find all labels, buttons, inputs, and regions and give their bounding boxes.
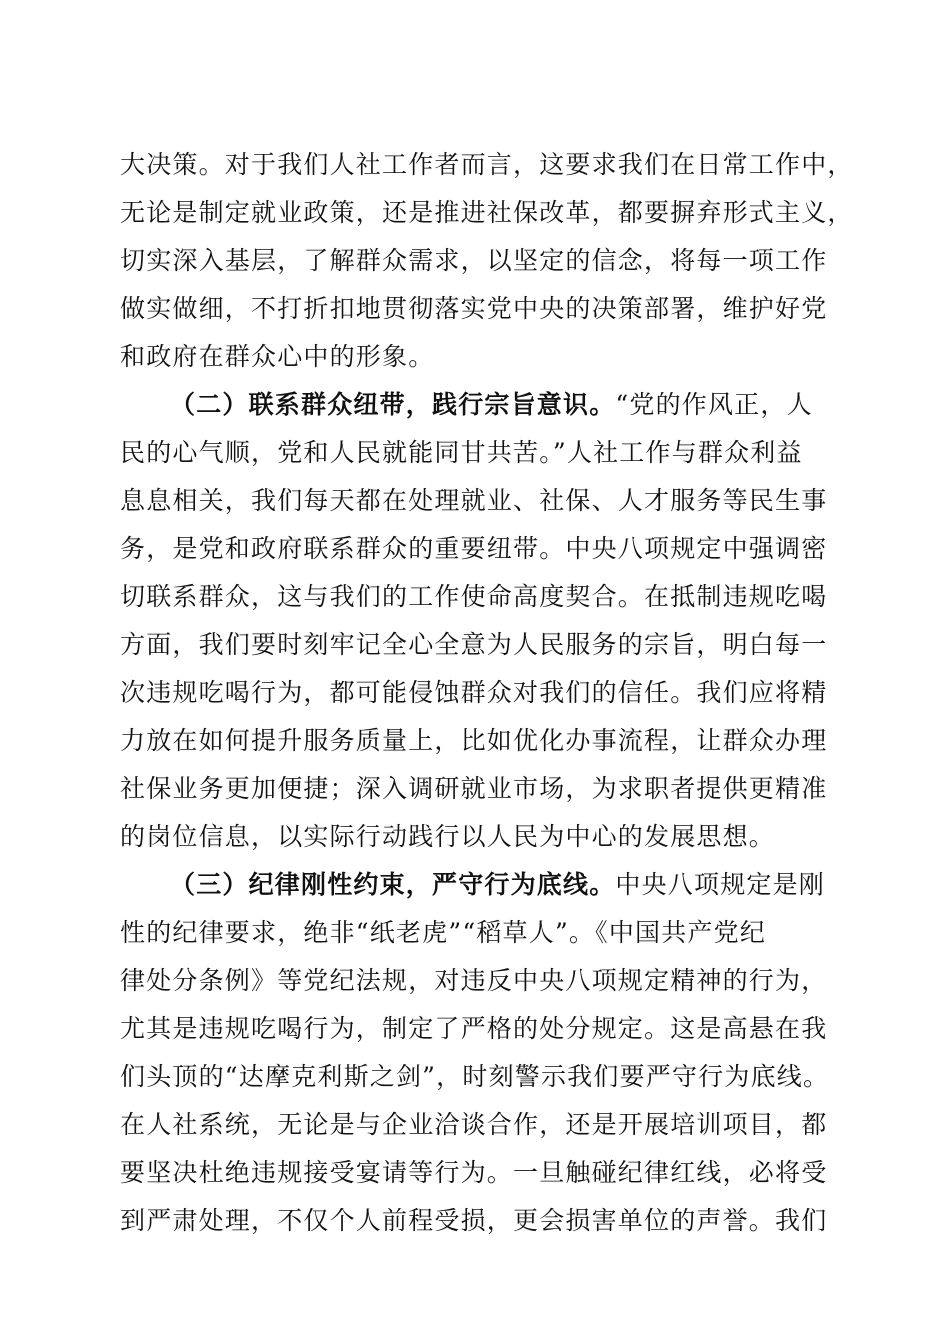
paragraph-1-line-1: 大决策。对于我们人社工作者而言，这要求我们在日常工作中， <box>120 150 854 179</box>
paragraph-3-line-5: 们头顶的“达摩克利斯之剑”，时刻警示我们要严守行为底线。 <box>120 1062 830 1091</box>
paragraph-2-line-8: 力放在如何提升服务质量上，比如优化办事流程，让群众办理 <box>120 726 828 755</box>
paragraph-2-line-9: 社保业务更加便捷；深入调研就业市场，为求职者提供更精准 <box>120 774 828 803</box>
paragraph-3-first-line-text: 中央八项规定是刚 <box>615 870 826 899</box>
paragraph-1-line-2: 无论是制定就业政策，还是推进社保改革，都要摒弃形式主义， <box>120 198 854 227</box>
paragraph-3-line-3: 律处分条例》等党纪法规，对违反中央八项规定精神的行为， <box>120 966 828 995</box>
paragraph-2-first-line-text: “党的作风正，人 <box>615 390 813 419</box>
paragraph-2-line-7: 次违规吃喝行为，都可能侵蚀群众对我们的信任。我们应将精 <box>120 678 828 707</box>
paragraph-2-line-10: 的岗位信息，以实际行动践行以人民为中心的发展思想。 <box>120 822 776 851</box>
section-heading-2: （二）联系群众纽带，践行宗旨意识。 <box>170 390 616 419</box>
paragraph-2-line-4: 务，是党和政府联系群众的重要纽带。中央八项规定中强调密 <box>120 534 828 563</box>
paragraph-2-line-3: 息息相关，我们每天都在处理就业、社保、人才服务等民生事 <box>120 486 828 515</box>
paragraph-3-line-4: 尤其是违规吃喝行为，制定了严格的处分规定。这是高悬在我 <box>120 1014 828 1043</box>
paragraph-1-line-5: 和政府在群众心中的形象。 <box>120 342 435 371</box>
paragraph-3-line-8: 到严肃处理，不仅个人前程受损，更会损害单位的声誉。我们 <box>120 1206 828 1235</box>
paragraph-3-line-7: 要坚决杜绝违规接受宴请等行为。一旦触碰纪律红线，必将受 <box>120 1158 828 1187</box>
paragraph-3-line-6: 在人社系统，无论是与企业洽谈合作，还是开展培训项目，都 <box>120 1110 828 1139</box>
paragraph-2-line-6: 方面，我们要时刻牢记全心全意为人民服务的宗旨，明白每一 <box>120 630 828 659</box>
paragraph-3-line-2: 性的纪律要求，绝非“纸老虎”“稻草人”。《中国共产党纪 <box>120 918 767 947</box>
paragraph-3-first-line <box>170 863 825 907</box>
paragraph-1-line-3: 切实深入基层，了解群众需求，以坚定的信念，将每一项工作 <box>120 246 828 275</box>
paragraph-2-first-line <box>170 383 813 427</box>
paragraph-1-line-4: 做实做细，不打折扣地贯彻落实党中央的决策部署，维护好党 <box>120 294 828 323</box>
paragraph-2-line-5: 切联系群众，这与我们的工作使命高度契合。在抵制违规吃喝 <box>120 582 828 611</box>
paragraph-2-line-2: 民的心气顺，党和人民就能同甘共苦。”人社工作与群众利益 <box>120 438 803 467</box>
section-heading-3: （三）纪律刚性约束，严守行为底线。 <box>170 870 616 899</box>
